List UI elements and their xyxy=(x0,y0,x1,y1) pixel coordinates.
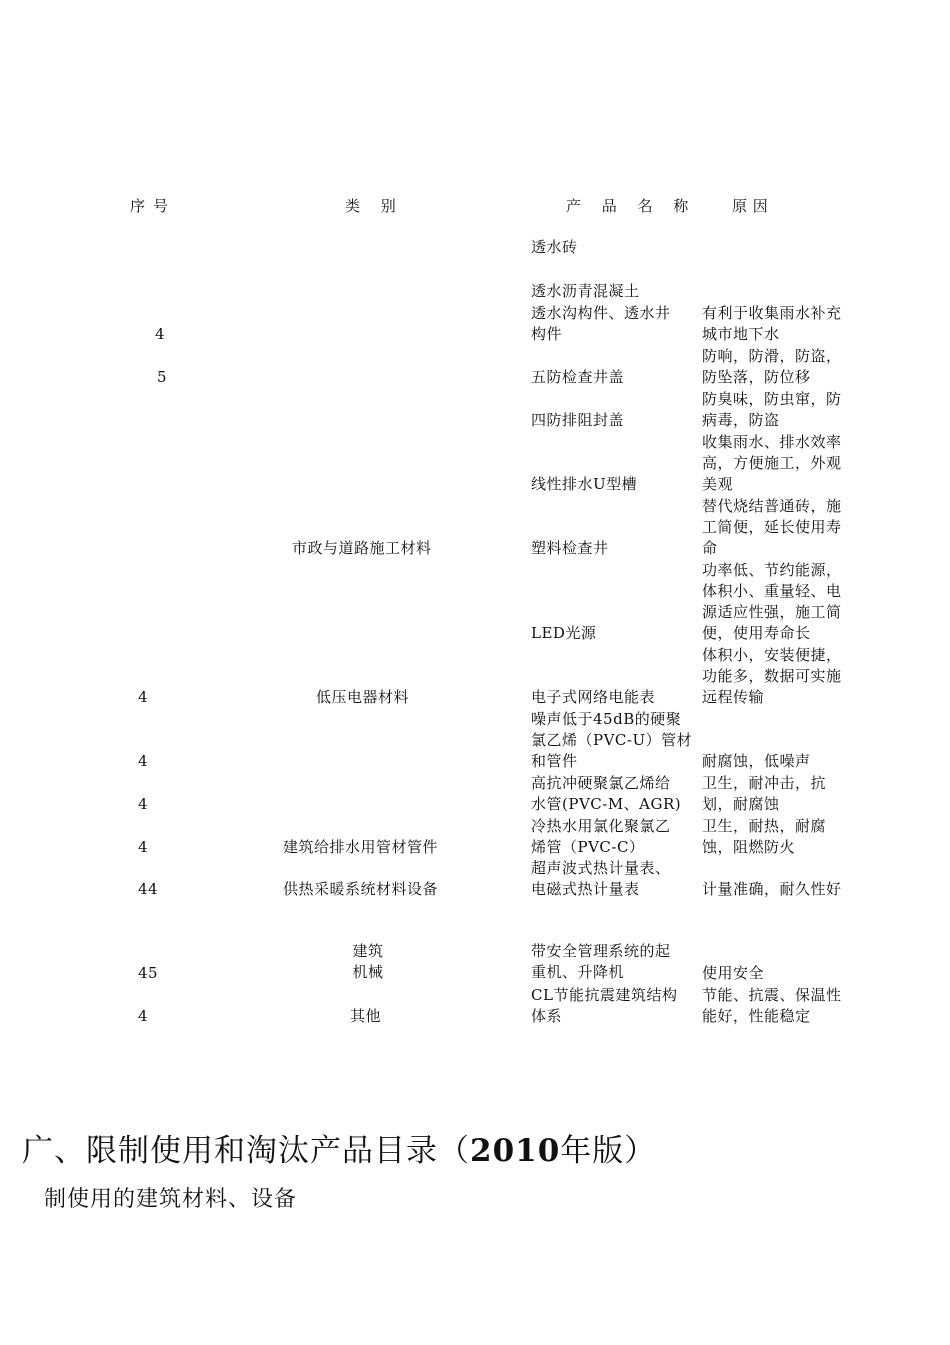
reason-cell: 使用安全 xyxy=(702,964,765,982)
index-cell: 4 xyxy=(138,688,149,706)
category-cell: 市政与道路施工材料 xyxy=(292,539,432,557)
product-cell: CL节能抗震建筑结构 体系 xyxy=(531,986,678,1025)
reason-cell: 卫生，耐热，耐腐 蚀，阻燃防火 xyxy=(702,817,827,856)
reason-cell: 体积小，安装便捷， 功能多，数据可实施 远程传输 xyxy=(702,646,842,706)
reason-cell: 功率低、节约能源， 体积小、重量轻、电 源适应性强，施工简 便，使用寿命长 xyxy=(702,561,842,642)
index-cell: 4 xyxy=(138,838,149,856)
index-cell: 5 xyxy=(157,368,168,386)
section-title-prefix: 广、限制使用和淘汰产品目录（ xyxy=(22,1133,470,1169)
product-cell: 透水沟构件、透水井 构件 xyxy=(531,304,671,343)
section-title-suffix: 年版） xyxy=(560,1133,657,1169)
product-cell: 电子式网络电能表 xyxy=(531,688,656,706)
index-cell: 44 xyxy=(138,880,159,898)
category-cell: 建筑 机械 xyxy=(352,942,384,981)
section-title xyxy=(22,1131,656,1171)
category-cell: 建筑给排水用管材管件 xyxy=(283,838,439,856)
reason-cell: 卫生，耐冲击，抗 划，耐腐蚀 xyxy=(702,774,827,813)
reason-cell: 有利于收集雨水补充 城市地下水 xyxy=(702,304,842,343)
header-index: 序号 xyxy=(130,197,177,215)
category-cell: 低压电器材料 xyxy=(316,688,410,706)
product-cell: 带安全管理系统的起 重机、升降机 xyxy=(531,942,671,981)
product-cell: LED光源 xyxy=(531,624,597,642)
product-cell: 五防检查井盖 xyxy=(531,368,625,386)
product-cell: 线性排水U型槽 xyxy=(531,475,638,493)
product-cell: 塑料检查井 xyxy=(531,539,609,557)
section-subtitle: 制使用的建筑材料、设备 xyxy=(44,1187,298,1212)
category-cell: 其他 xyxy=(350,1007,382,1025)
product-cell: 四防排阻封盖 xyxy=(531,411,625,429)
product-cell: 冷热水用氯化聚氯乙 烯管（PVC-C） xyxy=(531,817,671,856)
header-product-name: 产 品 名 称 xyxy=(566,197,697,215)
section-title-year: 2010 xyxy=(470,1133,561,1169)
reason-cell: 耐腐蚀，低噪声 xyxy=(702,752,811,770)
reason-cell: 替代烧结普通砖，施 工简便，延长使用寿 命 xyxy=(702,497,842,557)
reason-cell: 防臭味，防虫窜，防 病毒，防盗 xyxy=(702,390,842,429)
category-cell: 供热采暖系统材料设备 xyxy=(283,880,439,898)
index-cell: 4 xyxy=(138,752,149,770)
index-cell: 45 xyxy=(138,964,159,982)
reason-cell: 收集雨水、排水效率 高，方便施工，外观 美观 xyxy=(702,433,842,493)
index-cell: 4 xyxy=(138,795,149,813)
reason-cell: 防响，防滑，防盗， 防坠落，防位移 xyxy=(702,347,842,386)
header-category: 类 别 xyxy=(345,197,404,215)
product-cell: 超声波式热计量表、 电磁式热计量表 xyxy=(531,859,671,898)
index-cell: 4 xyxy=(155,325,166,343)
index-cell: 4 xyxy=(138,1007,149,1025)
product-cell: 噪声低于45dB的硬聚 氯乙烯（PVC-U）管材 和管件 xyxy=(531,710,693,770)
reason-cell: 计量准确，耐久性好 xyxy=(702,880,842,898)
product-cell: 透水沥青混凝土 xyxy=(531,282,640,300)
header-reason: 原 因 xyxy=(732,197,769,215)
product-cell: 高抗冲硬聚氯乙烯给 水管(PVC-M、AGR) xyxy=(531,774,682,813)
product-cell: 透水砖 xyxy=(531,238,578,256)
reason-cell: 节能、抗震、保温性 能好，性能稳定 xyxy=(702,986,842,1025)
